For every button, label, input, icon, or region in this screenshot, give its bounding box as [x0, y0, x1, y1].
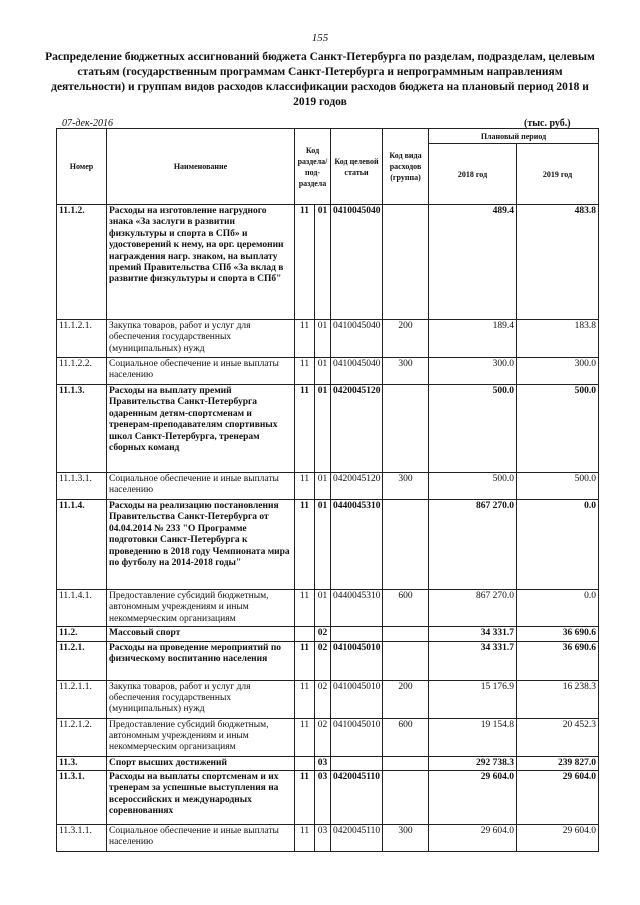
row-target-code: 0420045120	[331, 385, 383, 473]
header-year-2019: 2019 год	[517, 144, 599, 205]
row-subsection-code: 01	[315, 500, 331, 590]
row-number: 11.1.2.2.	[57, 358, 107, 385]
row-amount-2019: 0.0	[517, 590, 599, 627]
row-section-code: 11	[295, 590, 315, 627]
row-section-code: 11	[295, 385, 315, 473]
row-name: Расходы на изготовление нагрудного знака «За заслуги в развитии физкультуры и спорта в СПб» и удостоверений к нему, на орг. церемонии награждения нагр. знаком, на выплату премий Правительства СПб «За вклад в развитие физкультуры и спорта в СПб"	[107, 205, 295, 320]
row-subsection-code: 02	[315, 718, 331, 756]
header-name: Наименование	[107, 129, 295, 205]
row-number: 11.1.4.1.	[57, 590, 107, 627]
row-name: Закупка товаров, работ и услуг для обеспечения государственных (муниципальных) нужд	[107, 680, 295, 718]
row-name: Расходы на реализацию постановления Правительства Санкт-Петербурга от 04.04.2014 № 233 "О Программе подготовки Санкт-Петербурга к проведению в 2018 году Чемпионата мира по футболу на 2014-2018 годы"	[107, 500, 295, 590]
row-target-code: 0440045310	[331, 590, 383, 627]
row-number: 11.1.4.	[57, 500, 107, 590]
document-date: 07-дек-2016	[62, 118, 113, 129]
row-name: Предоставление субсидий бюджетным, автономным учреждениям и иным некоммерческим организациям	[107, 718, 295, 756]
row-subsection-code: 01	[315, 320, 331, 358]
row-number: 11.2.1.2.	[57, 718, 107, 756]
header-target-code: Код целевой статьи	[331, 129, 383, 205]
row-amount-2019: 239 827.0	[517, 756, 599, 770]
row-section-code: 11	[295, 205, 315, 320]
row-group-code: 600	[383, 590, 429, 627]
row-subsection-code: 01	[315, 205, 331, 320]
row-subsection-code: 01	[315, 590, 331, 627]
row-subsection-code: 02	[315, 627, 331, 641]
budget-table	[56, 128, 599, 852]
row-group-code: 600	[383, 718, 429, 756]
row-name: Социальное обеспечение и иные выплаты населению	[107, 473, 295, 500]
row-subsection-code: 01	[315, 358, 331, 385]
row-target-code	[331, 627, 383, 641]
table-row	[57, 756, 599, 770]
row-subsection-code: 01	[315, 473, 331, 500]
header-row	[57, 129, 599, 144]
row-amount-2018: 15 176.9	[429, 680, 517, 718]
row-subsection-code: 02	[315, 641, 331, 680]
row-name: Социальное обеспечение и иные выплаты населению	[107, 825, 295, 852]
row-target-code: 0410045010	[331, 641, 383, 680]
row-group-code	[383, 641, 429, 680]
table-row	[57, 473, 599, 500]
row-section-code: 11	[295, 473, 315, 500]
row-number: 11.2.1.	[57, 641, 107, 680]
row-amount-2018: 19 154.8	[429, 718, 517, 756]
row-amount-2019: 500.0	[517, 385, 599, 473]
table-row	[57, 680, 599, 718]
header-number: Номер	[57, 129, 107, 205]
page-number: 155	[311, 32, 329, 44]
row-group-code: 300	[383, 473, 429, 500]
row-group-code	[383, 385, 429, 473]
row-number: 11.1.3.	[57, 385, 107, 473]
row-number: 11.3.	[57, 756, 107, 770]
document-title: Распределение бюджетных ассигнований бюджета Санкт-Петербурга по разделам, подразделам, целевым статьям (государственным программам Санкт-Петербурга и непрограммным направлениям деятельности) и группам видов расходов классификации расходов бюджета на плановый период 2018 и 2019 годов	[45, 51, 595, 108]
row-number: 11.1.2.	[57, 205, 107, 320]
row-group-code	[383, 500, 429, 590]
row-section-code: 11	[295, 641, 315, 680]
row-amount-2019: 500.0	[517, 473, 599, 500]
row-amount-2018: 489.4	[429, 205, 517, 320]
table-row	[57, 500, 599, 590]
row-section-code	[295, 627, 315, 641]
row-amount-2018: 500.0	[429, 473, 517, 500]
row-name: Спорт высших достижений	[107, 756, 295, 770]
row-amount-2018: 189.4	[429, 320, 517, 358]
row-target-code: 0420045110	[331, 771, 383, 825]
row-group-code	[383, 627, 429, 641]
units-label: (тыс. руб.)	[524, 118, 571, 129]
table-body	[57, 205, 599, 852]
row-number: 11.3.1.	[57, 771, 107, 825]
table-row	[57, 641, 599, 680]
row-subsection-code: 03	[315, 825, 331, 852]
row-amount-2018: 300.0	[429, 358, 517, 385]
table-row	[57, 205, 599, 320]
row-amount-2019: 0.0	[517, 500, 599, 590]
row-number: 11.1.3.1.	[57, 473, 107, 500]
table-row	[57, 590, 599, 627]
row-amount-2018: 867 270.0	[429, 500, 517, 590]
row-amount-2019: 36 690.6	[517, 627, 599, 641]
row-amount-2018: 34 331.7	[429, 641, 517, 680]
row-group-code	[383, 205, 429, 320]
row-subsection-code: 03	[315, 756, 331, 770]
row-target-code: 0410045040	[331, 358, 383, 385]
row-number: 11.1.2.1.	[57, 320, 107, 358]
row-amount-2018: 29 604.0	[429, 771, 517, 825]
row-subsection-code: 03	[315, 771, 331, 825]
row-section-code: 11	[295, 500, 315, 590]
row-target-code: 0420045120	[331, 473, 383, 500]
table-row	[57, 320, 599, 358]
row-amount-2018: 500.0	[429, 385, 517, 473]
row-target-code	[331, 756, 383, 770]
row-group-code: 200	[383, 320, 429, 358]
row-name: Расходы на проведение мероприятий по физическому воспитанию населения	[107, 641, 295, 680]
row-number: 11.3.1.1.	[57, 825, 107, 852]
row-amount-2019: 300.0	[517, 358, 599, 385]
row-target-code: 0420045110	[331, 825, 383, 852]
row-section-code: 11	[295, 680, 315, 718]
row-section-code	[295, 756, 315, 770]
row-group-code	[383, 756, 429, 770]
row-amount-2018: 867 270.0	[429, 590, 517, 627]
row-number: 11.2.	[57, 627, 107, 641]
row-subsection-code: 01	[315, 385, 331, 473]
header-section-code: Код раздела/ под-раздела	[295, 129, 331, 205]
row-target-code: 0410045040	[331, 320, 383, 358]
row-target-code: 0410045040	[331, 205, 383, 320]
row-name: Расходы на выплаты спортсменам и их тренерам за успешные выступления на всероссийских и международных соревнованиях	[107, 771, 295, 825]
row-name: Расходы на выплату премий Правительства Санкт-Петербурга одаренным детям-спортсменам и тренерам-преподавателям спортивных школ Санкт-Петербурга, тренерам сборных команд	[107, 385, 295, 473]
table-row	[57, 771, 599, 825]
header-group-code: Код вида расходов (группа)	[383, 129, 429, 205]
row-section-code: 11	[295, 771, 315, 825]
row-amount-2019: 183.8	[517, 320, 599, 358]
row-name: Социальное обеспечение и иные выплаты населению	[107, 358, 295, 385]
row-name: Предоставление субсидий бюджетным, автономным учреждениям и иным некоммерческим организациям	[107, 590, 295, 627]
row-target-code: 0440045310	[331, 500, 383, 590]
row-section-code: 11	[295, 358, 315, 385]
table-row	[57, 627, 599, 641]
row-amount-2019: 36 690.6	[517, 641, 599, 680]
row-section-code: 11	[295, 825, 315, 852]
row-amount-2019: 20 452.3	[517, 718, 599, 756]
row-amount-2019: 483.8	[517, 205, 599, 320]
row-amount-2018: 34 331.7	[429, 627, 517, 641]
header-year-2018: 2018 год	[429, 144, 517, 205]
row-amount-2019: 29 604.0	[517, 771, 599, 825]
row-target-code: 0410045010	[331, 680, 383, 718]
table-row	[57, 358, 599, 385]
row-amount-2019: 29 604.0	[517, 825, 599, 852]
row-number: 11.2.1.1.	[57, 680, 107, 718]
header-planning-period: Плановый период	[429, 129, 599, 144]
row-group-code	[383, 771, 429, 825]
table-row	[57, 385, 599, 473]
row-name: Массовый спорт	[107, 627, 295, 641]
row-section-code: 11	[295, 320, 315, 358]
row-amount-2018: 29 604.0	[429, 825, 517, 852]
row-group-code: 300	[383, 825, 429, 852]
row-group-code: 300	[383, 358, 429, 385]
row-amount-2018: 292 738.3	[429, 756, 517, 770]
row-subsection-code: 02	[315, 680, 331, 718]
row-target-code: 0410045010	[331, 718, 383, 756]
table-row	[57, 718, 599, 756]
row-section-code: 11	[295, 718, 315, 756]
table-row	[57, 825, 599, 852]
row-amount-2019: 16 238.3	[517, 680, 599, 718]
row-name: Закупка товаров, работ и услуг для обеспечения государственных (муниципальных) нужд	[107, 320, 295, 358]
row-group-code: 200	[383, 680, 429, 718]
